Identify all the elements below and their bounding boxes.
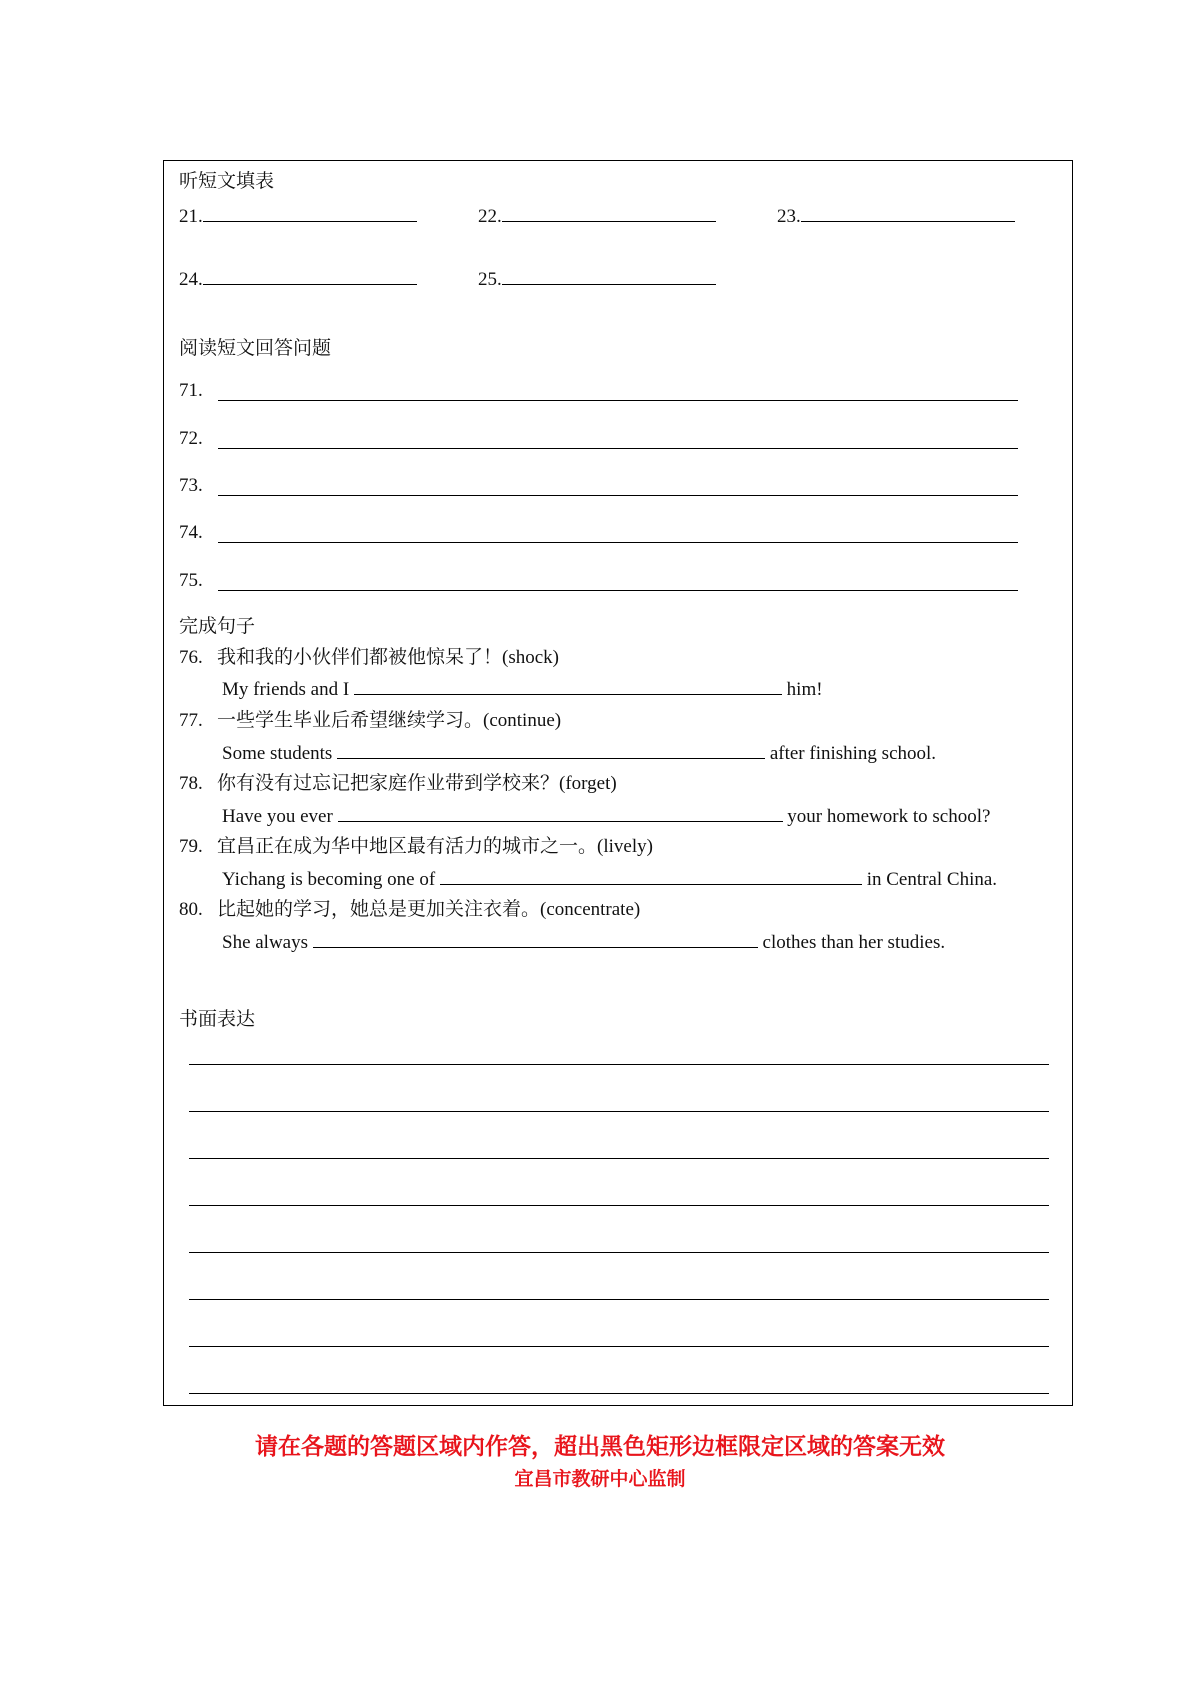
sentence-77-prompt: 77. 一些学生毕业后希望继续学习。(continue): [179, 710, 562, 731]
writing-line[interactable]: [189, 1393, 1049, 1394]
answer-72-line[interactable]: [218, 448, 1018, 449]
answer-22[interactable]: 22.: [478, 205, 716, 228]
sentence-77-blank[interactable]: [337, 742, 765, 759]
writing-line[interactable]: [189, 1205, 1049, 1206]
answer-22-blank[interactable]: [502, 205, 716, 222]
sentence-78-prompt: 78. 你有没有过忘记把家庭作业带到学校来？(forget): [179, 773, 617, 794]
sentence-79-prompt: 79. 宜昌正在成为华中地区最有活力的城市之一。(lively): [179, 836, 653, 857]
answer-75-number: 75.: [179, 570, 203, 591]
sentence-80-answer[interactable]: She always clothes than her studies.: [222, 932, 946, 953]
sentence-79-blank[interactable]: [440, 868, 862, 885]
answer-73-number: 73.: [179, 475, 203, 496]
answer-23-blank[interactable]: [801, 205, 1015, 222]
sentence-78-answer[interactable]: Have you ever your homework to school?: [222, 806, 991, 827]
answer-74-line[interactable]: [218, 542, 1018, 543]
answer-25-blank[interactable]: [502, 268, 716, 285]
supervisor-credit: 宜昌市教研中心监制: [514, 1468, 686, 1490]
answer-24[interactable]: 24.: [179, 268, 417, 291]
writing-line[interactable]: [189, 1064, 1049, 1065]
reading-heading: 阅读短文回答问题: [179, 338, 332, 359]
writing-line[interactable]: [189, 1252, 1049, 1253]
answer-25[interactable]: 25.: [478, 268, 716, 291]
sentence-77-answer[interactable]: Some students after finishing school.: [222, 743, 937, 764]
writing-heading: 书面表达: [179, 1009, 256, 1030]
sentence-76-answer[interactable]: My friends and I him!: [222, 679, 823, 700]
sentence-76-prompt: 76. 我和我的小伙伴们都被他惊呆了！(shock): [179, 647, 559, 668]
answer-71-number: 71.: [179, 380, 203, 401]
answer-21[interactable]: 21.: [179, 205, 417, 228]
answer-71-line[interactable]: [218, 400, 1018, 401]
sentence-76-blank[interactable]: [354, 678, 782, 695]
answer-23[interactable]: 23.: [777, 205, 1015, 228]
sentences-heading: 完成句子: [179, 616, 256, 637]
writing-line[interactable]: [189, 1111, 1049, 1112]
listening-heading: 听短文填表: [179, 171, 275, 192]
answer-24-blank[interactable]: [203, 268, 417, 285]
sentence-78-blank[interactable]: [338, 805, 783, 822]
answer-21-blank[interactable]: [203, 205, 417, 222]
writing-line[interactable]: [189, 1158, 1049, 1159]
answer-area-frame: [163, 160, 1073, 1406]
sentence-79-answer[interactable]: Yichang is becoming one of in Central China.: [222, 869, 998, 890]
answer-75-line[interactable]: [218, 590, 1018, 591]
answer-74-number: 74.: [179, 522, 203, 543]
answer-73-line[interactable]: [218, 495, 1018, 496]
sentence-80-prompt: 80. 比起她的学习，她总是更加关注衣着。(concentrate): [179, 899, 641, 920]
writing-line[interactable]: [189, 1299, 1049, 1300]
writing-line[interactable]: [189, 1346, 1049, 1347]
answer-72-number: 72.: [179, 428, 203, 449]
answer-area-notice: 请在各题的答题区域内作答，超出黑色矩形边框限定区域的答案无效: [255, 1434, 945, 1460]
sentence-80-blank[interactable]: [313, 931, 758, 948]
